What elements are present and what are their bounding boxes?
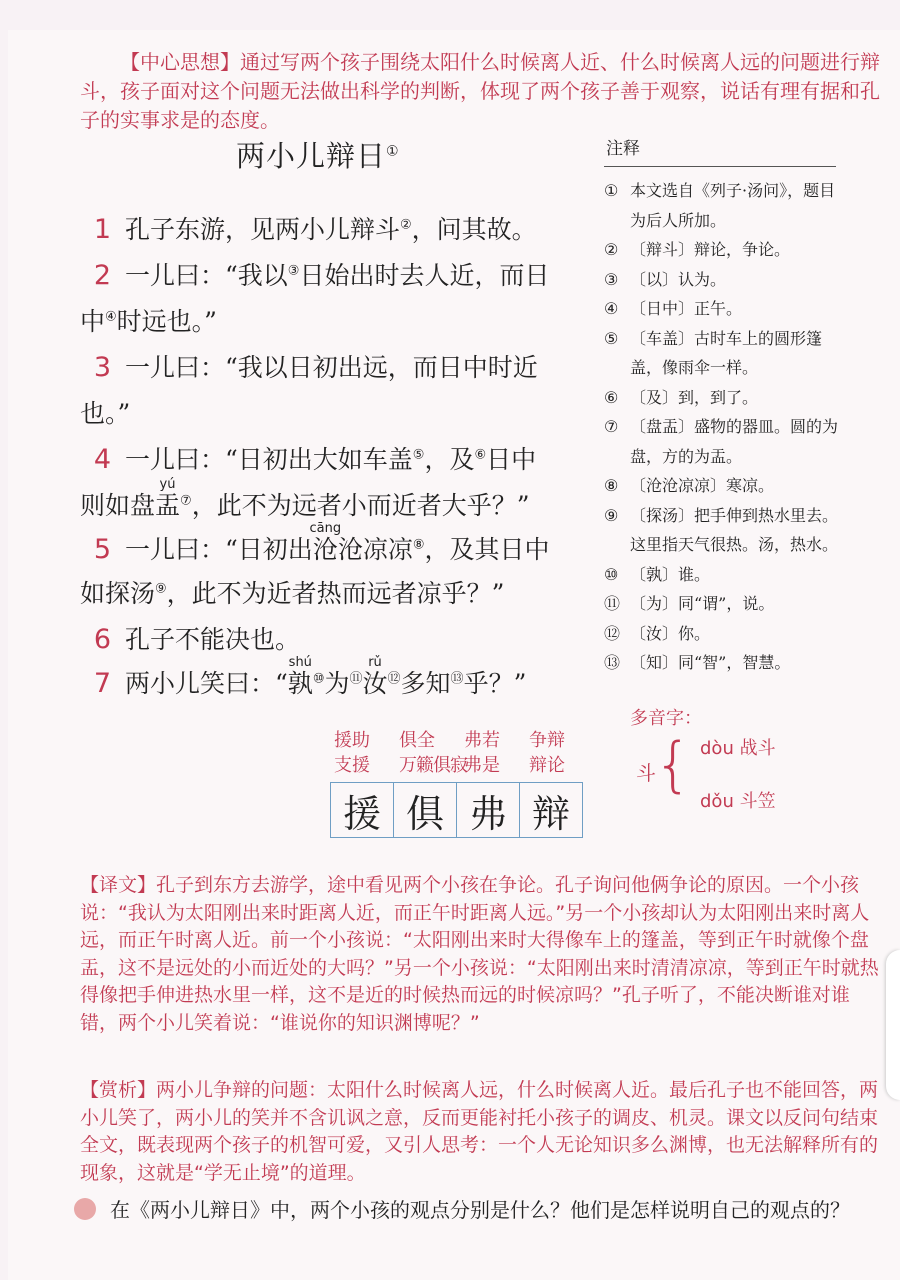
paragraph-3 [80, 348, 538, 384]
note-number: ③ [604, 269, 619, 289]
note-text: 〔盘盂〕盛物的器皿。圆的为盘，方的为盂。 [630, 417, 839, 466]
char: 孰 [287, 669, 313, 698]
paragraph-2-cont [80, 302, 217, 338]
pinyin: yú [155, 477, 181, 492]
word-list [334, 728, 594, 778]
text: 多知 [400, 669, 451, 698]
note-item [604, 324, 844, 383]
note-text: 本文选自《列子·汤问》，题目为后人所加。 [630, 181, 836, 230]
ruby-yu [155, 477, 181, 520]
pinyin: shú [287, 655, 313, 670]
paragraph-4-cont [80, 478, 529, 522]
note-number: ⑬ [604, 653, 621, 672]
char: 汝 [362, 669, 388, 698]
note-text: 〔以〕认为。 [630, 269, 727, 289]
note-item [604, 176, 844, 235]
note-number: ⑤ [604, 328, 619, 348]
title-note-mark: ① [386, 143, 400, 160]
character-grid [330, 782, 583, 838]
page-tab [886, 950, 900, 1100]
note-number: ⑩ [604, 564, 619, 584]
note-item [604, 619, 844, 649]
paragraph-number: 2 [93, 260, 112, 291]
note-number: ④ [604, 299, 619, 318]
note-item [604, 501, 844, 560]
notes-list [604, 176, 844, 678]
char: 盂 [155, 491, 181, 520]
central-idea-text: 通过写两个孩子围绕太阳什么时候离人近、什么时候离人远的问题进行辩斗，孩子面对这个问题无法做出科学的判断，体现了两个孩子善于观察，说话有理有据和孔子的实事求是的态度。 [80, 50, 880, 132]
note-text: 〔探汤〕把手伸到热水里去。这里指天气很热。汤，热水。 [630, 505, 839, 554]
word: 支援 [334, 755, 370, 776]
question [74, 1188, 850, 1233]
paragraph-4 [80, 440, 536, 476]
note-text: 〔辩斗〕辩论，争论。 [630, 240, 791, 259]
text: 则如盘 [80, 491, 156, 520]
note-text: 〔及〕到，到了。 [630, 387, 759, 407]
note-mark: ⑦ [180, 493, 192, 509]
note-number: ⑨ [604, 505, 619, 525]
note-item [604, 265, 844, 295]
ruby-ru [362, 655, 388, 698]
polyphone-reading-2: dǒu 斗笠 [700, 791, 776, 812]
paragraph-6 [80, 620, 300, 656]
paragraph-3-cont [80, 394, 130, 430]
text: ，此不为远者小而近者大乎？” [191, 491, 530, 520]
text: ，此不为近者热而远者凉乎？” [166, 579, 505, 608]
title-text: 两小儿辩日 [236, 139, 387, 173]
note-number: ⑦ [604, 417, 619, 436]
text: ，问其故。 [411, 215, 537, 244]
pinyin: cāng [309, 521, 342, 536]
note-item [604, 412, 844, 471]
polyphone-heading: 多音字： [630, 708, 702, 729]
word: 弗是 [464, 755, 500, 776]
note-mark: ② [400, 217, 412, 233]
note-item [604, 235, 844, 265]
note-text: 〔知〕同“智”，智慧。 [630, 653, 791, 672]
paragraph-number: 6 [93, 624, 112, 655]
note-item [604, 294, 844, 324]
notes-divider [604, 166, 836, 167]
polyphone-char: 斗 [636, 761, 656, 785]
note-item [604, 648, 844, 678]
text: 一儿曰：“日初出 [125, 535, 313, 564]
paragraph-number: 5 [93, 534, 112, 565]
word: 弗若 [464, 730, 500, 751]
text: 时远也。” [116, 307, 217, 336]
note-text: 〔沧沧凉凉〕寒凉。 [630, 476, 775, 495]
central-idea [80, 48, 880, 135]
text: 一儿曰：“我以 [125, 261, 288, 290]
text: 乎？” [463, 669, 527, 698]
note-mark: ⑧ [412, 537, 425, 553]
paragraph-number: 3 [93, 352, 112, 383]
text: 两小儿笑曰：“ [125, 669, 288, 698]
text: 沧凉凉 [337, 535, 413, 564]
word: 援助 [334, 730, 370, 751]
appreciation-text: 两小儿争辩的问题：太阳什么时候离人远，什么时候离人近。最后孔子也不能回答，两小儿笑了，两小儿的笑并不含讥讽之意，反而更能衬托小孩子的调皮、机灵。课文以反问句结束全文，既表现两个孩子的机智可爱，又引人思考：一个人无论知识多么渊博，也无法解释所有的现象，这就是“学无止境”的道理。 [80, 1079, 879, 1184]
paragraph-number: 1 [93, 214, 112, 245]
lesson-title [236, 134, 400, 175]
note-mark: ⑩ [312, 671, 325, 687]
note-number: ① [604, 181, 619, 200]
note-number: ② [604, 240, 619, 259]
polyphone-reading-1: dòu 战斗 [700, 738, 776, 759]
note-number: ⑥ [604, 387, 619, 407]
central-idea-label: 【中心思想】 [120, 50, 240, 74]
text: 一儿曰：“日初出大如车盖 [125, 445, 413, 474]
paragraph-5 [80, 522, 550, 566]
pinyin: rǔ [362, 655, 388, 670]
translation-label: 【译文】 [80, 874, 157, 896]
note-text: 〔为〕同“谓”，说。 [630, 594, 775, 613]
text: 孔子不能决也。 [125, 625, 301, 654]
translation [80, 872, 880, 1037]
note-mark: ⑫ [387, 671, 401, 687]
char: 沧 [309, 535, 342, 564]
text: 一儿曰：“我以日初出远，而日中时近 [125, 353, 538, 382]
note-text: 〔汝〕你。 [630, 623, 711, 643]
appreciation-label: 【赏析】 [80, 1079, 157, 1101]
text: 如探汤 [80, 579, 156, 608]
word: 俱全 [399, 730, 435, 751]
paragraph-number: 4 [93, 444, 112, 475]
brace-icon: { [654, 730, 693, 800]
note-item [604, 383, 844, 413]
word: 万籁俱寂 [399, 755, 467, 776]
text: 孔子东游，见两小儿辩斗 [125, 215, 401, 244]
note-mark: ③ [287, 263, 300, 279]
word: 辩论 [529, 755, 565, 776]
text: ，及其日中 [424, 535, 550, 564]
ruby-shu [287, 655, 313, 698]
text: 为 [324, 669, 350, 698]
paragraph-7 [80, 656, 526, 700]
note-text: 〔车盖〕古时车上的圆形篷盖，像雨伞一样。 [630, 328, 823, 377]
paragraph-5-cont [80, 574, 504, 610]
note-item [604, 560, 844, 590]
notes-heading: 注释 [606, 139, 640, 159]
text: 日始出时去人近，而日 [299, 261, 550, 290]
note-number: ⑧ [604, 476, 619, 495]
translation-text: 孔子到东方去游学，途中看见两个小孩在争论。孔子询问他俩争论的原因。一个小孩说：“我认为太阳刚出来时距离人近，而正午时距离人远。”另一个小孩却认为太阳刚出来时离人远，而正午时离人近。前一个小孩说：“太阳刚出来时大得像车上的篷盖，等到正午时就像个盘盂，这不是远处的小而近处的大吗？”另一个小孩说：“太阳刚出来时清清凉凉，等到正午时就热得像把手伸进热水里一样，这不是近的时候热而远的时候凉吗？”孔子听了，不能决断谁对谁错，两个小儿笑着说：“谁说你的知识渊博呢？” [80, 874, 879, 1034]
grid-char: 俱 [394, 783, 457, 837]
paragraph-number: 7 [93, 668, 112, 699]
question-icon [74, 1198, 96, 1220]
text: 日中 [486, 445, 537, 474]
grid-char: 辩 [531, 791, 570, 836]
note-number: ⑪ [604, 594, 621, 613]
note-mark: ⑤ [412, 447, 425, 463]
note-mark: ⑬ [450, 671, 464, 687]
note-mark: ⑪ [349, 671, 363, 687]
note-number: ⑫ [604, 623, 621, 643]
appreciation [80, 1077, 880, 1187]
note-mark: ⑥ [474, 447, 487, 463]
note-item [604, 589, 844, 619]
text: 也。” [80, 399, 131, 428]
note-mark: ④ [105, 309, 117, 325]
text: ，及 [424, 445, 475, 474]
note-text: 〔孰〕谁。 [630, 564, 711, 584]
paragraph-1 [80, 210, 537, 246]
grid-char: 弗 [457, 783, 520, 837]
paragraph-2 [80, 256, 549, 292]
word: 争辩 [529, 730, 565, 751]
note-mark: ⑨ [155, 581, 167, 597]
note-text: 〔日中〕正午。 [630, 299, 743, 318]
note-item [604, 471, 844, 501]
question-text: 在《两小儿辩日》中，两个小孩的观点分别是什么？他们是怎样说明自己的观点的？ [110, 1198, 850, 1222]
text: 中 [80, 307, 106, 336]
ruby-cang [309, 521, 342, 564]
grid-char: 援 [331, 783, 394, 837]
